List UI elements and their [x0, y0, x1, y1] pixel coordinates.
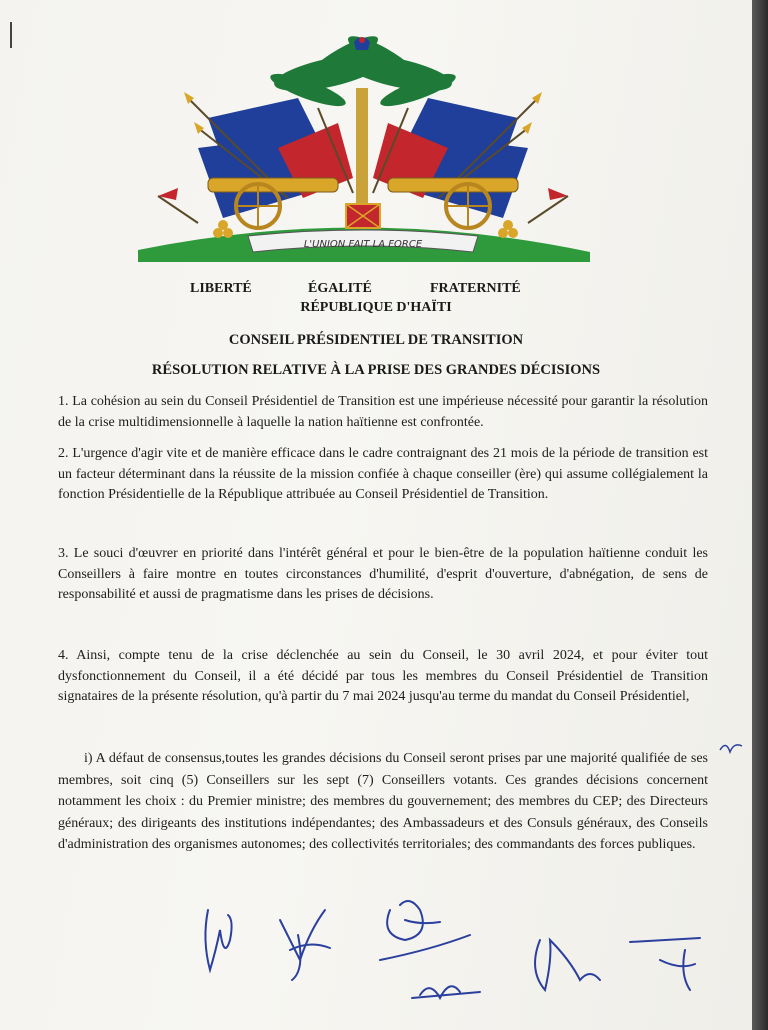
motto-text: L'UNION FAIT LA FORCE [303, 239, 423, 250]
paragraph-5-clause-i: i) A défaut de consensus,toutes les grandes décisions du Conseil seront prises par une majorité qualifiée de ses membres, soit cinq (5) Conseillers sur les sept (7) Conseillers votants. Ces grandes décisions concernent notamment les choix : du Premier ministre; des membres du gouvernement; des membres du CEP; des Directeurs généraux; des dirigeants des institutions indépendantes; des Ambassadeurs et des Consuls généraux, des Conseils d'administration des organismes autonomes; des collectivités territoriales; des commandants des forces publiques. [58, 751, 708, 852]
paragraph-3: 3. Le souci d'œuvrer en priorité dans l'intérêt général et pour le bien-être de la population haïtienne conduit les Conseillers à faire montre en toutes circonstances d'humilité, d'esprit d'ouverture, d'abnégation, de sens de responsabilité et aussi de pragmatisme dans les prises de décisions. [58, 546, 708, 602]
national-motto [190, 281, 550, 299]
signatures-area [180, 880, 740, 1030]
egalite-label: ÉGALITÉ [308, 281, 372, 296]
signature-3 [380, 901, 470, 960]
signature-6 [630, 938, 700, 990]
signature-4 [412, 986, 480, 998]
fraternite-label: FRATERNITÉ [430, 281, 521, 296]
margin-mark [10, 22, 12, 48]
resolution-title: RÉSOLUTION RELATIVE À LA PRISE DES GRANDES DÉCISIONS [151, 362, 601, 378]
margin-initial-mark [718, 738, 744, 758]
background-edge [752, 0, 768, 1030]
liberte-label: LIBERTÉ [190, 281, 252, 296]
paragraph-2: 2. L'urgence d'agir vite et de manière efficace dans le cadre contraignant des 21 mois de la période de transition est un facteur déterminant dans la réussite de la mission confiée à chaque conseiller (ère) qui assume collégialement la fonction Présidentielle de la République attribuée au Conseil Présidentiel de Transition. [58, 446, 708, 502]
signature-1 [205, 910, 231, 970]
coat-of-arms-emblem [128, 28, 598, 264]
paragraph-4: 4. Ainsi, compte tenu de la crise déclenchée au sein du Conseil, le 30 avril 2024, et pour éviter tout dysfonctionnement du Conseil, il a été décidé par tous les membres du Conseil Présidentiel de Transition signataires de la présente résolution, qu'à partir du 7 mai 2024 jusqu'au terme du mandat du Conseil Présidentiel, [58, 648, 708, 704]
signature-2 [280, 910, 330, 980]
signature-5 [535, 940, 600, 990]
republic-title: RÉPUBLIQUE D'HAÏTI [300, 300, 452, 315]
council-title: CONSEIL PRÉSIDENTIEL DE TRANSITION [228, 332, 524, 348]
paragraph-1: 1. La cohésion au sein du Conseil Présidentiel de Transition est une impérieuse nécessité pour garantir la résolution de la crise multidimensionnelle à laquelle la nation haïtienne est confrontée. [58, 394, 708, 430]
